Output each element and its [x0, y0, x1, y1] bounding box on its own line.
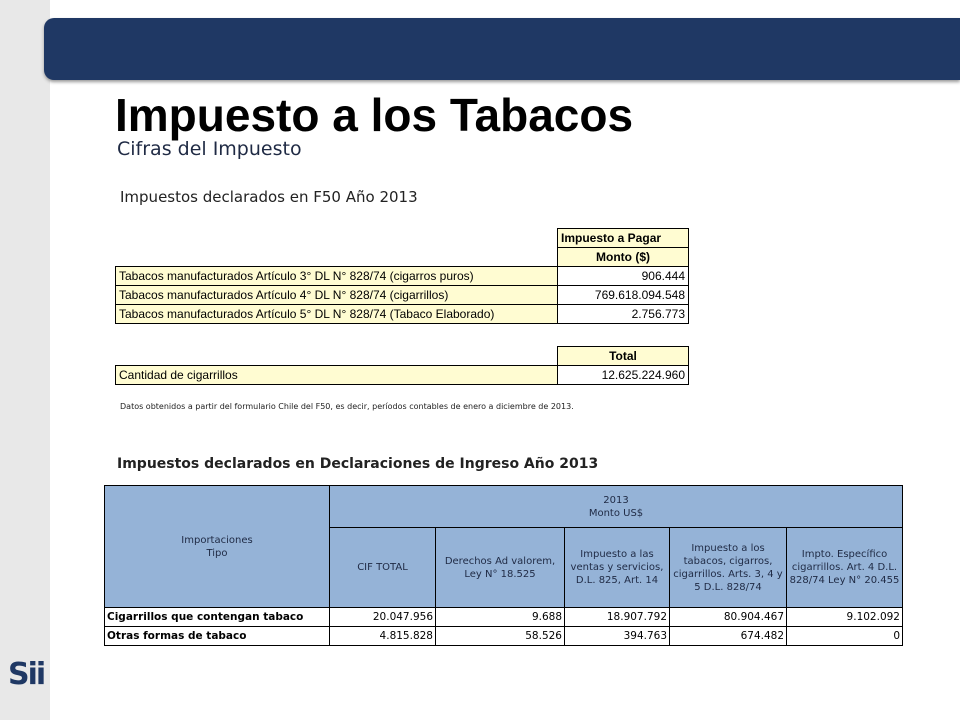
row-value: 769.618.094.548: [558, 286, 689, 305]
cell-value: 18.907.792: [565, 608, 670, 627]
row-label: Otras formas de tabaco: [105, 627, 330, 646]
column-header: Impto. Específico cigarrillos. Art. 4 D.L. 828/74 Ley N° 20.455: [787, 528, 903, 608]
sii-logo: Sii: [8, 657, 45, 692]
table-row: [116, 366, 689, 385]
row-value: 2.756.773: [558, 305, 689, 324]
row-header-line2: Tipo: [206, 547, 228, 559]
group-header-line2: Monto US$: [588, 507, 644, 519]
cell-value: 58.526: [436, 627, 565, 646]
cell-value: 674.482: [670, 627, 787, 646]
cell-value: 20.047.956: [330, 608, 436, 627]
cigarette-count-table: [115, 346, 689, 385]
row-value: 906.444: [558, 267, 689, 286]
group-header-line1: 2013: [603, 494, 629, 506]
row-header-line1: Importaciones: [181, 534, 253, 546]
group-header-cell: [330, 486, 903, 528]
row-label: Cigarrillos que contengan tabaco: [105, 608, 330, 627]
f50-header-group: Impuesto a Pagar: [558, 229, 689, 248]
column-header: Derechos Ad valorem, Ley N° 18.525: [436, 528, 565, 608]
table-row: [116, 286, 689, 305]
column-header: Impuesto a las ventas y servicios, D.L. 825, Art. 14: [565, 528, 670, 608]
imports-tax-table: [104, 485, 903, 646]
row-label: Tabacos manufacturados Artículo 3° DL N° 828/74 (cigarros puros): [116, 267, 558, 286]
cell-value: 4.815.828: [330, 627, 436, 646]
f50-tax-table: [115, 228, 689, 324]
cell-value: 0: [787, 627, 903, 646]
cell-value: 394.763: [565, 627, 670, 646]
cell-value: 9.688: [436, 608, 565, 627]
row-label: Tabacos manufacturados Artículo 5° DL N° 828/74 (Tabaco Elaborado): [116, 305, 558, 324]
header-banner: [44, 18, 960, 80]
page-subtitle: Cifras del Impuesto: [117, 138, 302, 160]
table-row: [116, 305, 689, 324]
row-label: Tabacos manufacturados Artículo 4° DL N° 828/74 (cigarrillos): [116, 286, 558, 305]
page-title: Impuesto a los Tabacos: [115, 89, 634, 141]
row-header-cell: [105, 486, 330, 608]
column-header: Impuesto a los tabacos, cigarros, cigarrillos. Arts. 3, 4 y 5 D.L. 828/74: [670, 528, 787, 608]
table-row: [116, 267, 689, 286]
source-note: Datos obtenidos a partir del formulario Chile del F50, es decir, períodos contables de enero a diciembre de 2013.: [120, 402, 574, 411]
table-row: [105, 608, 903, 627]
section-imports-heading: Impuestos declarados en Declaraciones de Ingreso Año 2013: [117, 456, 599, 472]
cell-value: 80.904.467: [670, 608, 787, 627]
left-sidebar-strip: [0, 0, 50, 720]
total-header: Total: [558, 347, 689, 366]
row-label: Cantidad de cigarrillos: [116, 366, 558, 385]
cell-value: 9.102.092: [787, 608, 903, 627]
f50-header-col: Monto ($): [558, 248, 689, 267]
section-f50-heading: Impuestos declarados en F50 Año 2013: [120, 188, 418, 206]
table-row: [105, 627, 903, 646]
column-header: CIF TOTAL: [330, 528, 436, 608]
row-value: 12.625.224.960: [558, 366, 689, 385]
